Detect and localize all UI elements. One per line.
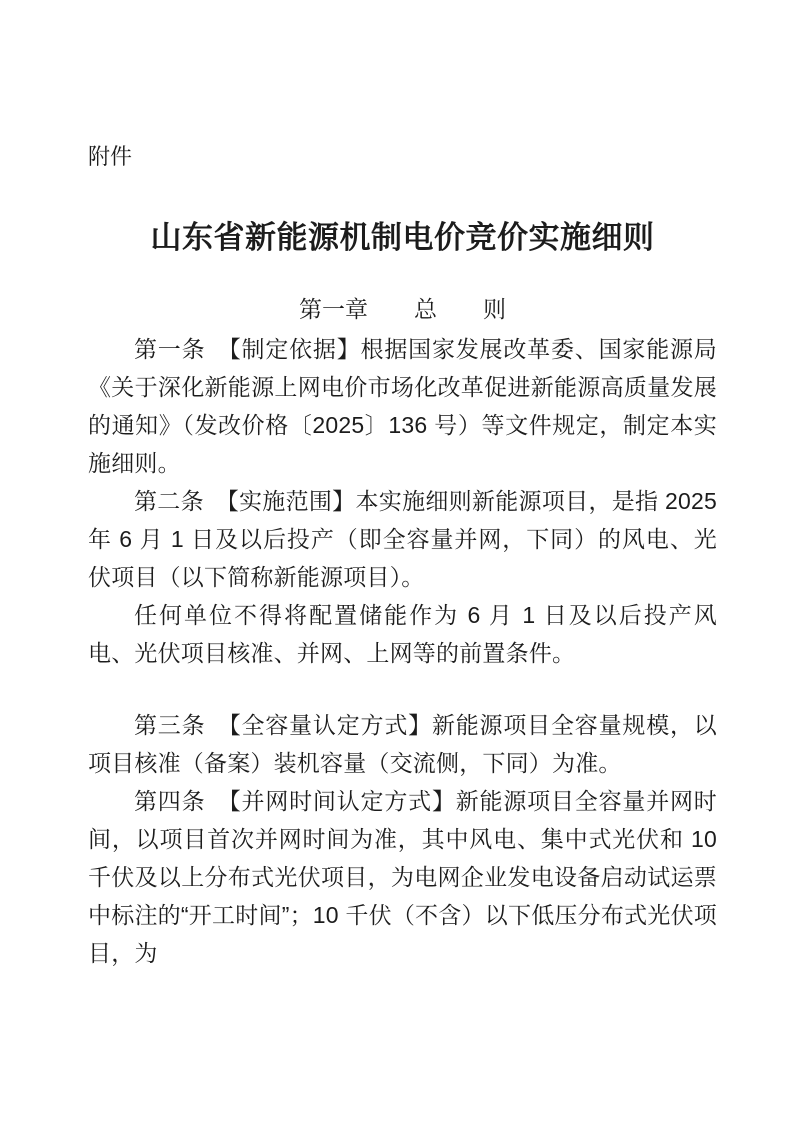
document-paragraph: 第二条 【实施范围】本实施细则新能源项目，是指 2025 年 6 月 1 日及以后投产（即全容量并网，下同）的风电、光伏项目（以下简称新能源项目）。 (88, 488, 717, 590)
document-paragraph: 第三条 【全容量认定方式】新能源项目全容量规模，以项目核准（备案）装机容量（交流侧，下同）为准。 (88, 712, 717, 776)
document-body (88, 330, 717, 972)
document-paragraph: 任何单位不得将配置储能作为 6 月 1 日及以后投产风电、光伏项目核准、并网、上网等的前置条件。 (88, 602, 717, 666)
document-paragraph: 第一条 【制定依据】根据国家发展改革委、国家能源局《关于深化新能源上网电价市场化改革促进新能源高质量发展的通知》（发改价格〔2025〕136 号）等文件规定，制定本实施细则。 (88, 336, 717, 476)
chapter-heading: 第一章 总 则 (299, 296, 506, 322)
attachment-label: 附件 (88, 144, 133, 169)
document-title: 山东省新能源机制电价竞价实施细则 (150, 220, 655, 255)
document-paragraph: 第四条 【并网时间认定方式】新能源项目全容量并网时间，以项目首次并网时间为准，其中风电、集中式光伏和 10 千伏及以上分布式光伏项目，为电网企业发电设备启动试运票中标注的“开工时间”；10 千伏（不含）以下低压分布式光伏项目，为 (88, 788, 717, 966)
